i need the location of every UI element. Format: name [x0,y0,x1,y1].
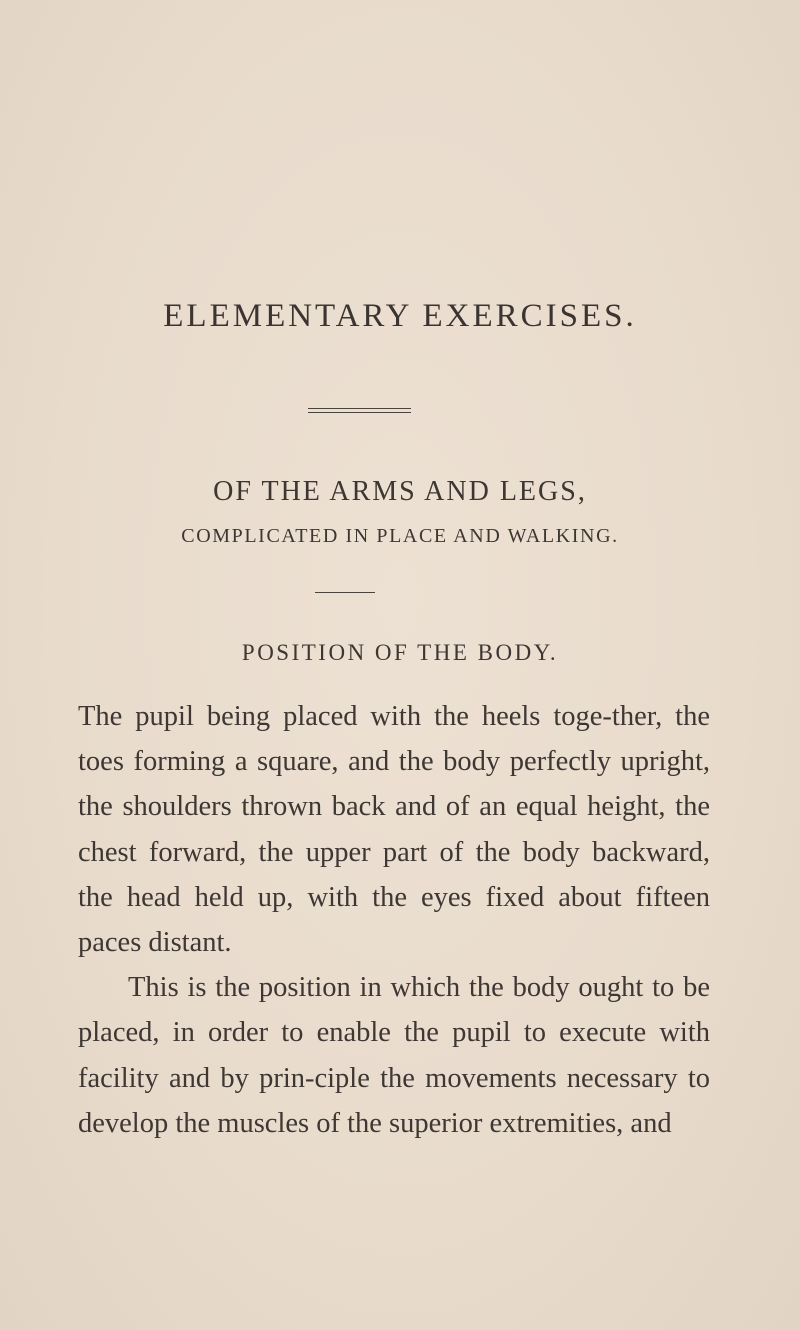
main-title: ELEMENTARY EXERCISES. [163,298,637,334]
paragraph-1: The pupil being placed with the heels toge-ther, the toes forming a square, and the body perfectly upright, the shoulders thrown back and of an equal height, the chest forward, the upper part of the body backward, the head held up, with the eyes fixed about fifteen paces distant. [78,701,710,959]
short-rule-divider [315,592,375,593]
section-title: POSITION OF THE BODY. [241,640,559,665]
double-rule-divider [308,408,411,413]
subtitle-line-1: OF THE ARMS AND LEGS, [213,476,587,507]
paragraph-2: This is the position in which the body ought to be placed, in order to enable the pupil to execute with facility and by prin-ciple the movements necessary to develop the muscles of the superior extremities, and [78,972,710,1139]
body-text [78,694,710,1146]
subtitle-line-2: COMPLICATED IN PLACE AND WALKING. [181,525,619,547]
